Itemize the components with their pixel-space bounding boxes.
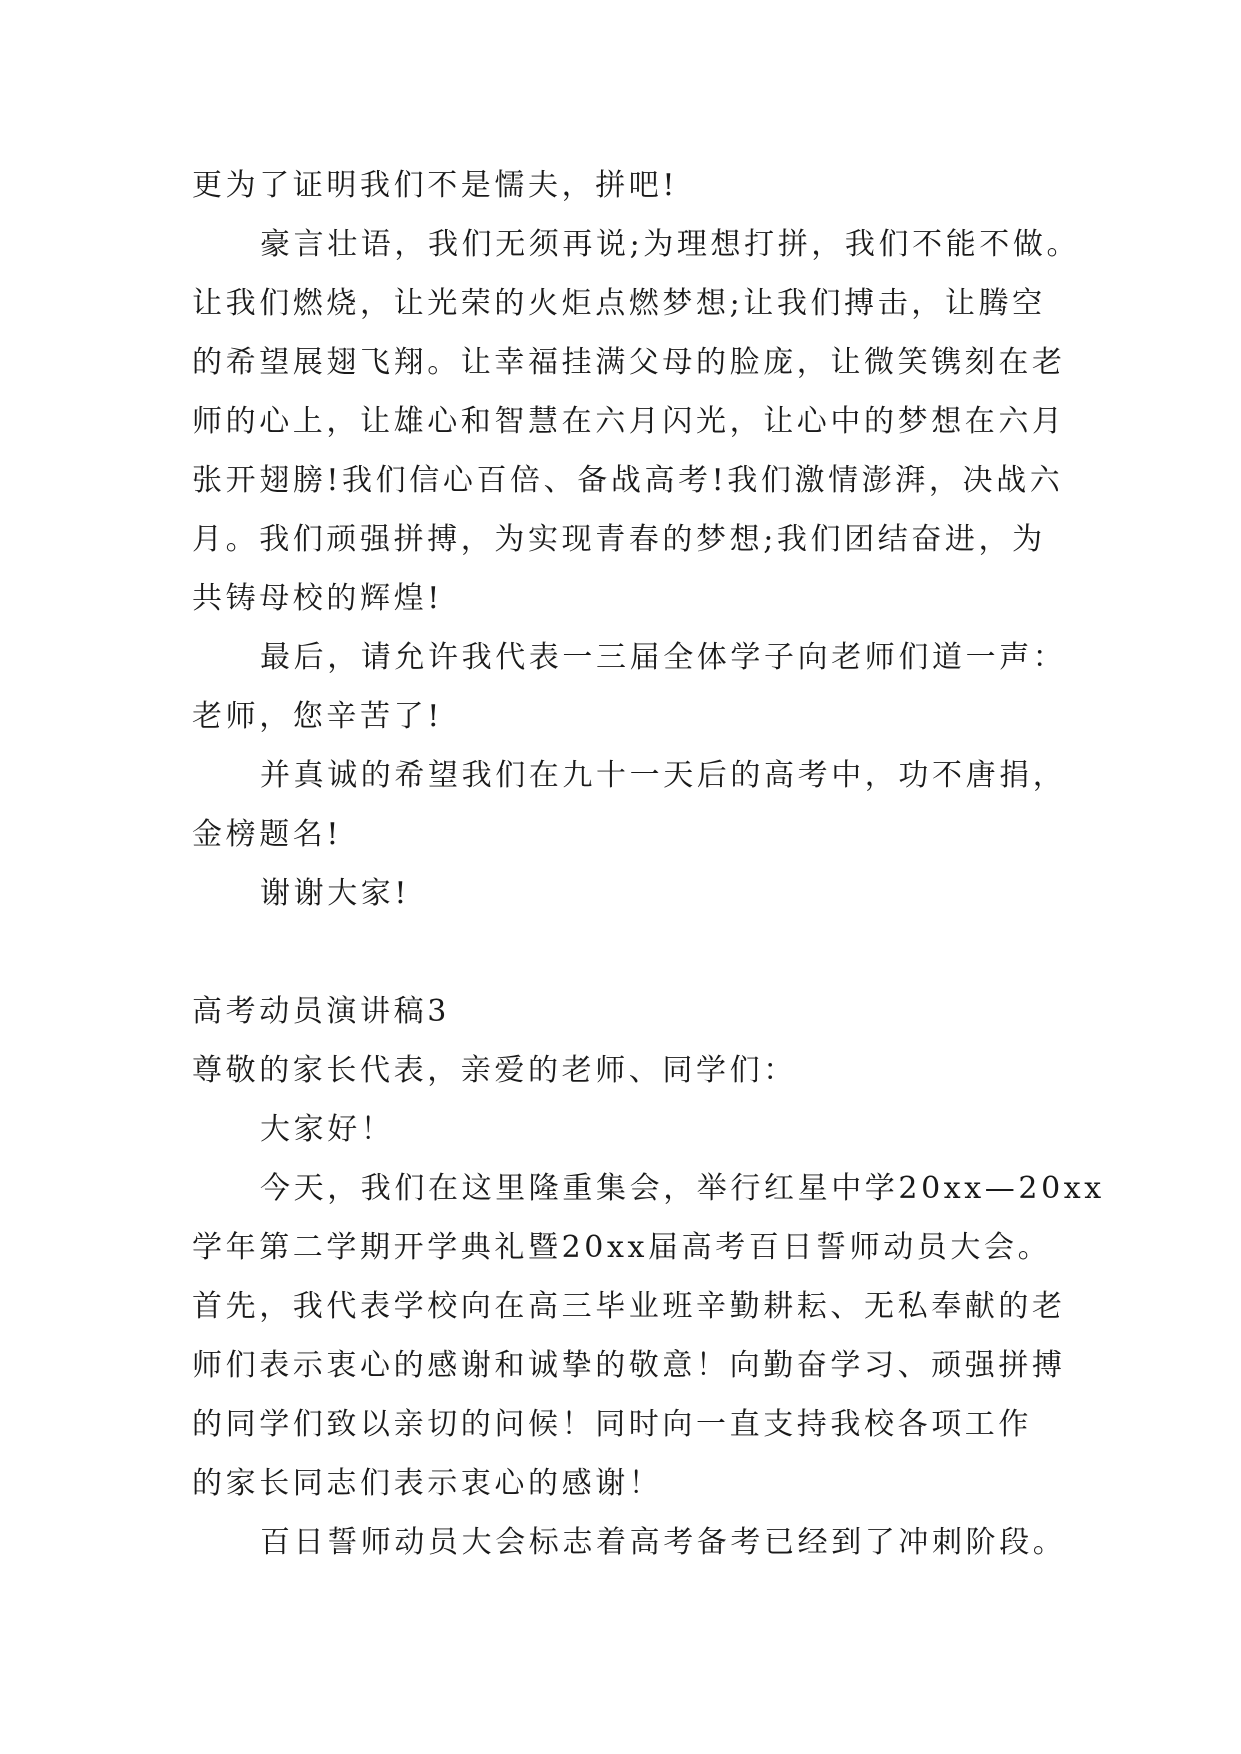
text-line: 的家长同志们表示衷心的感谢！ <box>192 1466 663 1501</box>
text-line: 师的心上，让雄心和智慧在六月闪光，让心中的梦想在六月 <box>192 404 1066 439</box>
document-body <box>192 156 1105 1572</box>
text-line: 首先，我代表学校向在高三毕业班辛勤耕耘、无私奉献的老 <box>192 1289 1066 1324</box>
text-line: 百日誓师动员大会标志着高考备考已经到了冲刺阶段。 <box>260 1525 1067 1560</box>
text-line: 尊敬的家长代表，亲爱的老师、同学们： <box>192 1053 797 1088</box>
text-line: 更为了证明我们不是懦夫，拼吧! <box>192 168 679 203</box>
text-line: 的希望展翅飞翔。让幸福挂满父母的脸庞，让微笑镌刻在老 <box>192 345 1066 380</box>
text-line: 张开翅膀!我们信心百倍、备战高考!我们激情澎湃，决战六 <box>192 463 1064 498</box>
text-line: 共铸母校的辉煌! <box>192 581 443 616</box>
text-line: 让我们燃烧，让光荣的火炬点燃梦想;让我们搏击，让腾空 <box>192 286 1046 321</box>
speech-section-end <box>192 156 1081 923</box>
text-line: 月。我们顽强拼搏，为实现青春的梦想;我们团结奋进，为 <box>192 522 1046 557</box>
text-line: 高考动员演讲稿3 <box>192 994 450 1029</box>
text-line: 并真诚的希望我们在九十一天后的高考中，功不唐捐， <box>260 758 1067 793</box>
text-line: 豪言壮语，我们无须再说;为理想打拼，我们不能不做。 <box>260 227 1081 262</box>
text-line: 老师，您辛苦了! <box>192 699 443 734</box>
text-line: 今天，我们在这里隆重集会，举行红星中学20xx—20xx <box>260 1171 1105 1206</box>
text-line: 师们表示衷心的感谢和诚挚的敬意！向勤奋学习、顽强拼搏 <box>192 1348 1066 1383</box>
text-line: 学年第二学期开学典礼暨20xx届高考百日誓师动员大会。 <box>192 1230 1052 1265</box>
section-gap <box>192 923 1072 982</box>
text-line: 大家好！ <box>260 1112 395 1147</box>
speech-section-3 <box>192 982 1105 1572</box>
text-line: 的同学们致以亲切的问候！同时向一直支持我校各项工作 <box>192 1407 1032 1442</box>
text-line: 金榜题名! <box>192 817 343 852</box>
text-line: 最后，请允许我代表一三届全体学子向老师们道一声： <box>260 640 1067 675</box>
text-line: 谢谢大家! <box>260 876 411 911</box>
